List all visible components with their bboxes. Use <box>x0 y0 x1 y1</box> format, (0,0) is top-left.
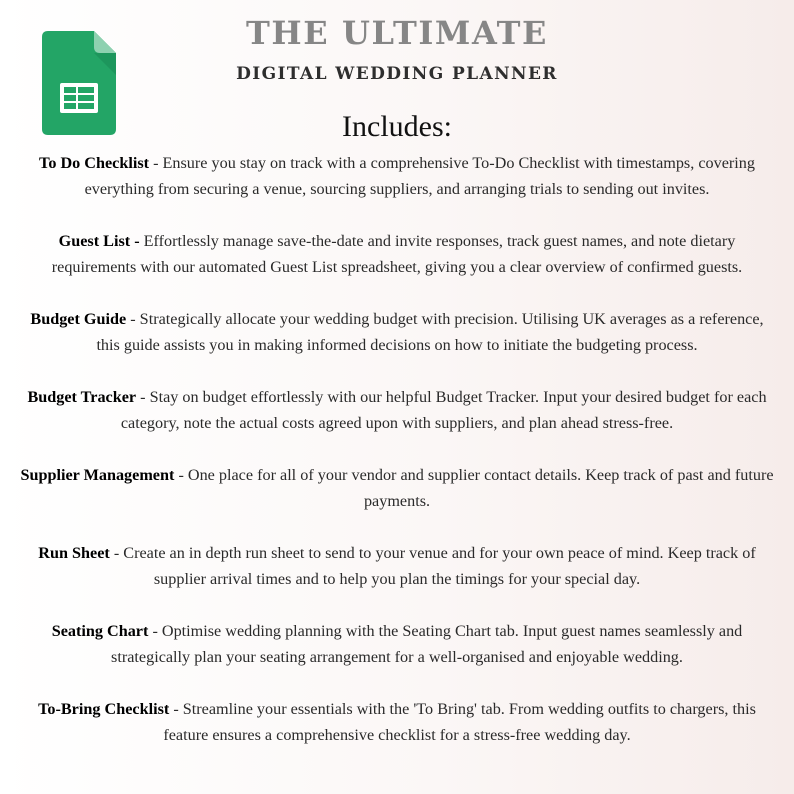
feature-name: To-Bring Checklist <box>38 700 170 718</box>
feature-run-sheet <box>18 540 776 592</box>
feature-name: Budget Tracker <box>27 388 137 406</box>
feature-budget-guide <box>18 306 776 358</box>
feature-description: - Create an in depth run sheet to send to your venue and for your own peace of mind. Keep track of supplier arrival times and to help you plan the timings for your special day. <box>109 544 756 588</box>
feature-description: - One place for all of your vendor and supplier contact details. Keep track of past and future payments. <box>174 466 774 510</box>
features-list <box>18 150 776 748</box>
feature-description: - Streamline your essentials with the 'To Bring' tab. From wedding outfits to chargers, this feature ensures a comprehensive checklist for a stress-free wedding day. <box>163 700 756 744</box>
feature-supplier-management <box>18 462 776 514</box>
feature-name: Budget Guide <box>30 310 127 328</box>
feature-name: Run Sheet <box>38 544 110 562</box>
feature-name: Guest List - <box>58 232 140 250</box>
feature-description: - Stay on budget effortlessly with our helpful Budget Tracker. Input your desired budget for each category, note the actual costs agreed upon with suppliers, and plan ahead stress-free. <box>120 388 767 432</box>
includes-heading: Includes: <box>342 110 452 143</box>
feature-budget-tracker <box>18 384 776 436</box>
page-subtitle: DIGITAL WEDDING PLANNER <box>236 64 558 84</box>
page-title: THE ULTIMATE <box>245 14 549 52</box>
feature-name: Supplier Management <box>20 466 175 484</box>
feature-description: - Ensure you stay on track with a comprehensive To-Do Checklist with timestamps, covering everything from securing a venue, sourcing suppliers, and arranging trials to sending out invites. <box>84 154 755 198</box>
feature-description: Effortlessly manage save-the-date and invite responses, track guest names, and note dietary requirements with our automated Guest List spreadsheet, giving you a clear overview of confirmed guests. <box>51 232 743 276</box>
feature-to-do-checklist <box>18 150 776 202</box>
feature-guest-list <box>18 228 776 280</box>
feature-seating-chart <box>18 618 776 670</box>
feature-description: - Optimise wedding planning with the Seating Chart tab. Input guest names seamlessly and strategically plan your seating arrangement for a well-organised and enjoyable wedding. <box>111 622 743 666</box>
feature-name: Seating Chart <box>51 622 149 640</box>
feature-description: - Strategically allocate your wedding budget with precision. Utilising UK averages as a reference, this guide assists you in making informed decisions on how to initiate the budgeting process. <box>96 310 764 354</box>
feature-to-bring-checklist <box>18 696 776 748</box>
feature-name: To Do Checklist <box>39 154 150 172</box>
